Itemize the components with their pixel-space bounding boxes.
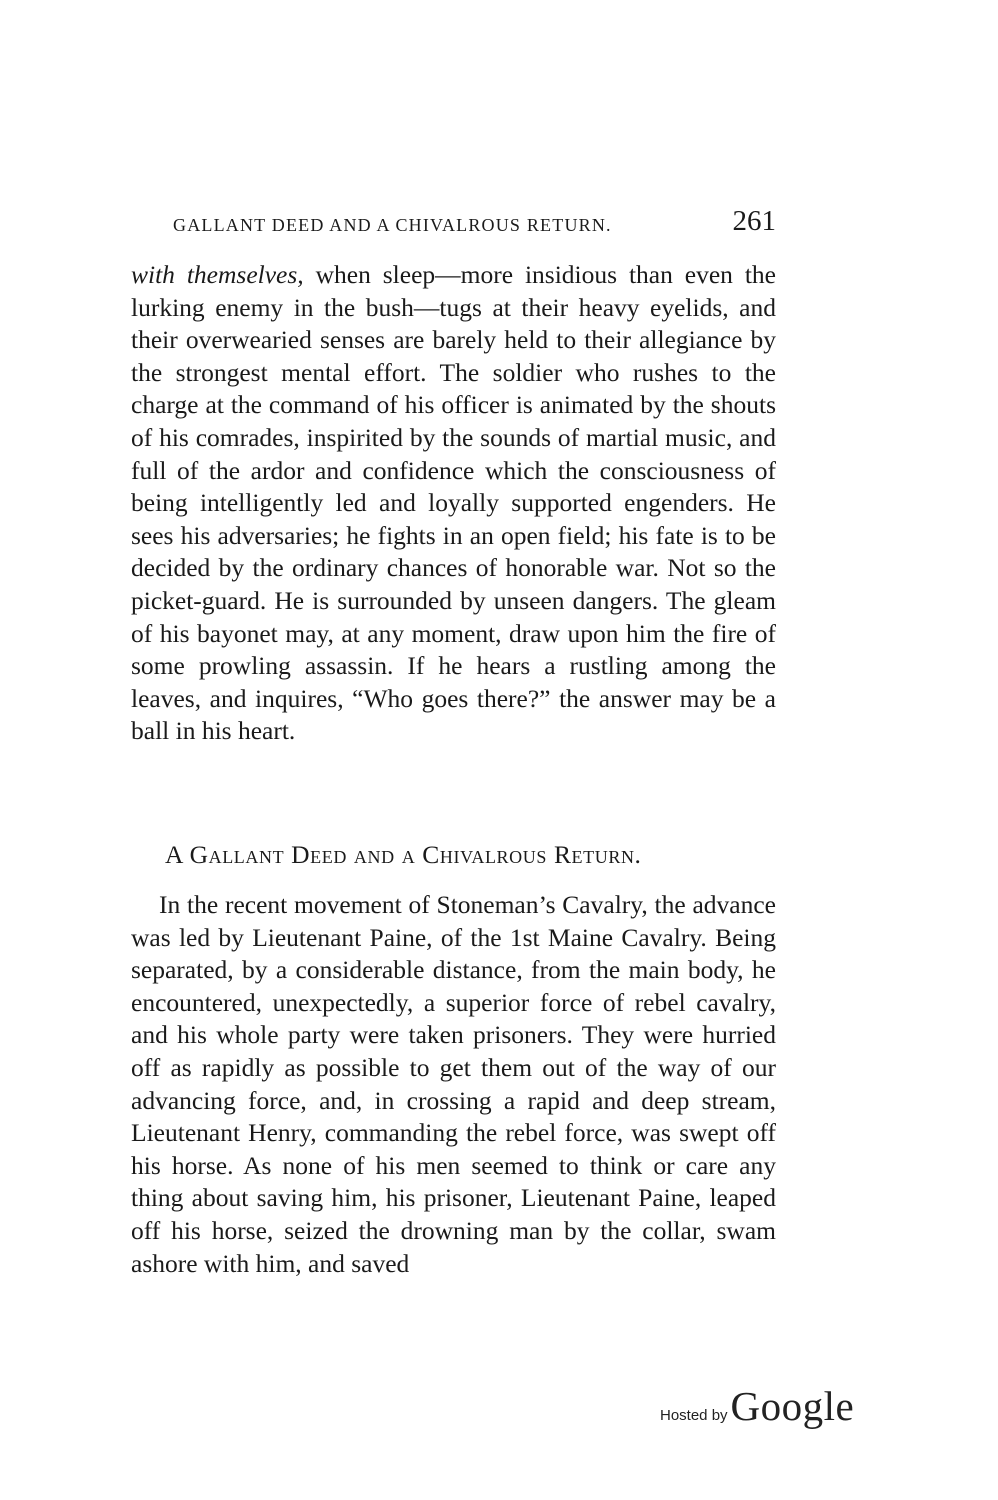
paragraph-2 [131,889,776,1280]
google-logo: Google [730,1383,855,1429]
hosted-by-google-watermark [660,1382,854,1430]
running-title: GALLANT DEED AND A CHIVALROUS RETURN. [173,215,612,235]
running-head [131,205,776,241]
paragraph-2-text: In the recent movement of Stoneman’s Cavalry, the advance was led by Lieutenant Paine, of the 1st Maine Cavalry. Being separated, by a considerable distance, from the main body, he encountered, unexpectedly, a superior force of rebel cavalry, and his whole party were taken prisoners. They were hurried off as rapidly as possible to get them out of the way of our advancing force, and, in crossing a rapid and deep stream, Lieutenant Henry, commanding the rebel force, was swept off his horse. As none of his men seemed to think or care any thing about saving him, his prisoner, Lieutenant Paine, leaped off his horse, seized the drowning man by the collar, swam ashore with him, and saved [131,890,776,1278]
section-heading: A Gallant Deed and a Chivalrous Return. [165,840,642,869]
italic-lead: with themselves, [131,260,304,289]
paragraph-1 [131,259,776,748]
page-number: 261 [732,205,776,237]
watermark-prefix: Hosted by [660,1407,728,1424]
paragraph-1-text: when sleep—more insidious than even the lurking enemy in the bush—tugs at their heavy eyelids, and their overwearied senses are barely held to their allegiance by the strongest mental effort. The soldier who rushes to the charge at the command of his officer is animated by the shouts of his comrades, inspirited by the sounds of martial music, and full of the ardor and confidence which the consciousness of being intelligently led and loyally supported engenders. He sees his adversaries; he fights in an open field; his fate is to be decided by the ordinary chances of honorable war. Not so the picket-guard. He is surrounded by unseen dangers. The gleam of his bayonet may, at any moment, draw upon him the fire of some prowling assassin. If he hears a rustling among the leaves, and inquires, “Who goes there?” the answer may be a ball in his heart. [131,260,776,746]
